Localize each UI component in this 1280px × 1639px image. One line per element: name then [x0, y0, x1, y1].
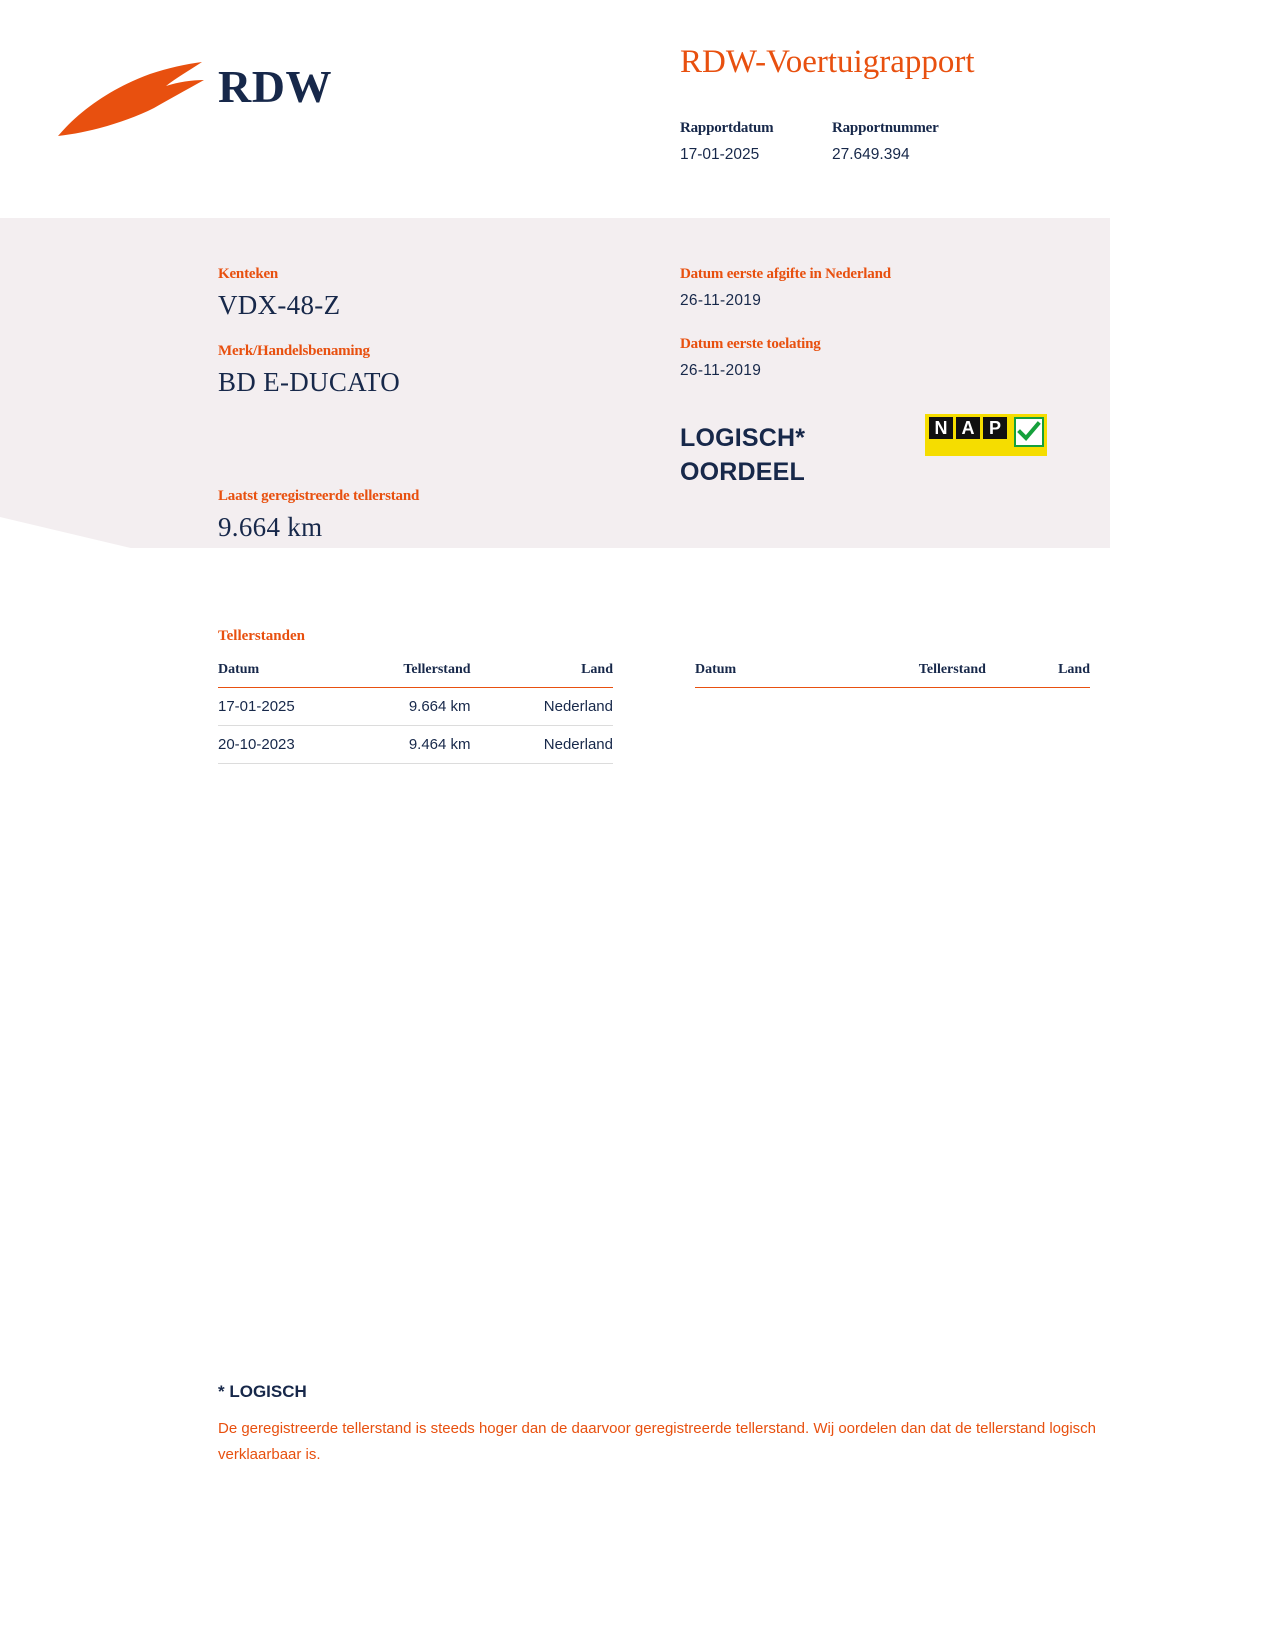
table-header-row: [218, 656, 613, 688]
footnote-body: De geregistreerde tellerstand is steeds hoger dan de daarvoor geregistreerde tellerstand. Wij oordelen dan dat de tellerstand logisch verklaarbaar is.: [218, 1420, 1097, 1463]
cell-mileage: 9.664 km: [343, 688, 501, 726]
vehicle-dates-block: [680, 266, 1080, 406]
nap-letters: [929, 417, 1007, 439]
column-header-date: Datum: [218, 656, 343, 688]
judgement-line-1: LOGISCH*: [680, 424, 806, 452]
checkmark-icon: [1014, 417, 1044, 447]
report-date-value: 17-01-2025: [680, 146, 760, 163]
last-mileage-label: Laatst geregistreerde tellerstand: [218, 488, 420, 504]
column-header-mileage: Tellerstand: [791, 656, 1016, 688]
last-mileage-value: 9.664 km: [218, 512, 323, 542]
nap-badge: [925, 414, 1047, 456]
report-number-value: 27.649.394: [832, 146, 910, 163]
licence-label: Kenteken: [218, 266, 279, 282]
mileage-table-right: [695, 656, 1090, 688]
cell-mileage: 9.464 km: [343, 726, 501, 764]
judgement-line-2: OORDEEL: [680, 457, 806, 486]
brand-label: Merk/Handelsbenaming: [218, 343, 370, 359]
column-header-country: Land: [1016, 656, 1090, 688]
footnote: [218, 1382, 1118, 1468]
cell-date: 17-01-2025: [218, 688, 343, 726]
first-admission-label: Datum eerste toelating: [680, 336, 821, 352]
vehicle-identity-block: [218, 266, 648, 420]
report-meta: [680, 120, 939, 164]
vehicle-summary-panel: [0, 218, 1110, 548]
judgement-text: [680, 422, 805, 490]
nap-letter-a: A: [956, 417, 980, 439]
report-date-block: [680, 120, 832, 164]
rdw-logo: [50, 30, 350, 150]
mileage-table-left: [218, 656, 613, 764]
nap-letter-p: P: [983, 417, 1007, 439]
panel-corner-cut: [0, 517, 135, 549]
nap-letter-n: N: [929, 417, 953, 439]
rdw-flame-icon: [50, 58, 210, 148]
report-number-block: [832, 120, 939, 164]
report-number-label: Rapportnummer: [832, 120, 939, 136]
report-header: [0, 0, 1280, 218]
last-mileage-block: [218, 488, 648, 565]
column-header-mileage: Tellerstand: [343, 656, 501, 688]
licence-value: VDX-48-Z: [218, 290, 341, 320]
cell-date: 20-10-2023: [218, 726, 343, 764]
footnote-title: * LOGISCH: [218, 1382, 307, 1401]
table-row: [218, 688, 613, 726]
first-admission-value: 26-11-2019: [680, 362, 762, 379]
page-title: RDW-Voertuigrapport: [680, 44, 975, 80]
cell-country: Nederland: [501, 726, 613, 764]
first-issue-label: Datum eerste afgifte in Nederland: [680, 266, 891, 282]
column-header-date: Datum: [695, 656, 791, 688]
rdw-logo-text: RDW: [218, 61, 332, 112]
mileage-table-title: Tellerstanden: [218, 628, 305, 644]
table-row: [218, 726, 613, 764]
brand-value: BD E-DUCATO: [218, 367, 401, 397]
column-header-country: Land: [501, 656, 613, 688]
cell-country: Nederland: [501, 688, 613, 726]
table-header-row: [695, 656, 1090, 688]
first-issue-value: 26-11-2019: [680, 292, 762, 309]
report-date-label: Rapportdatum: [680, 120, 774, 136]
